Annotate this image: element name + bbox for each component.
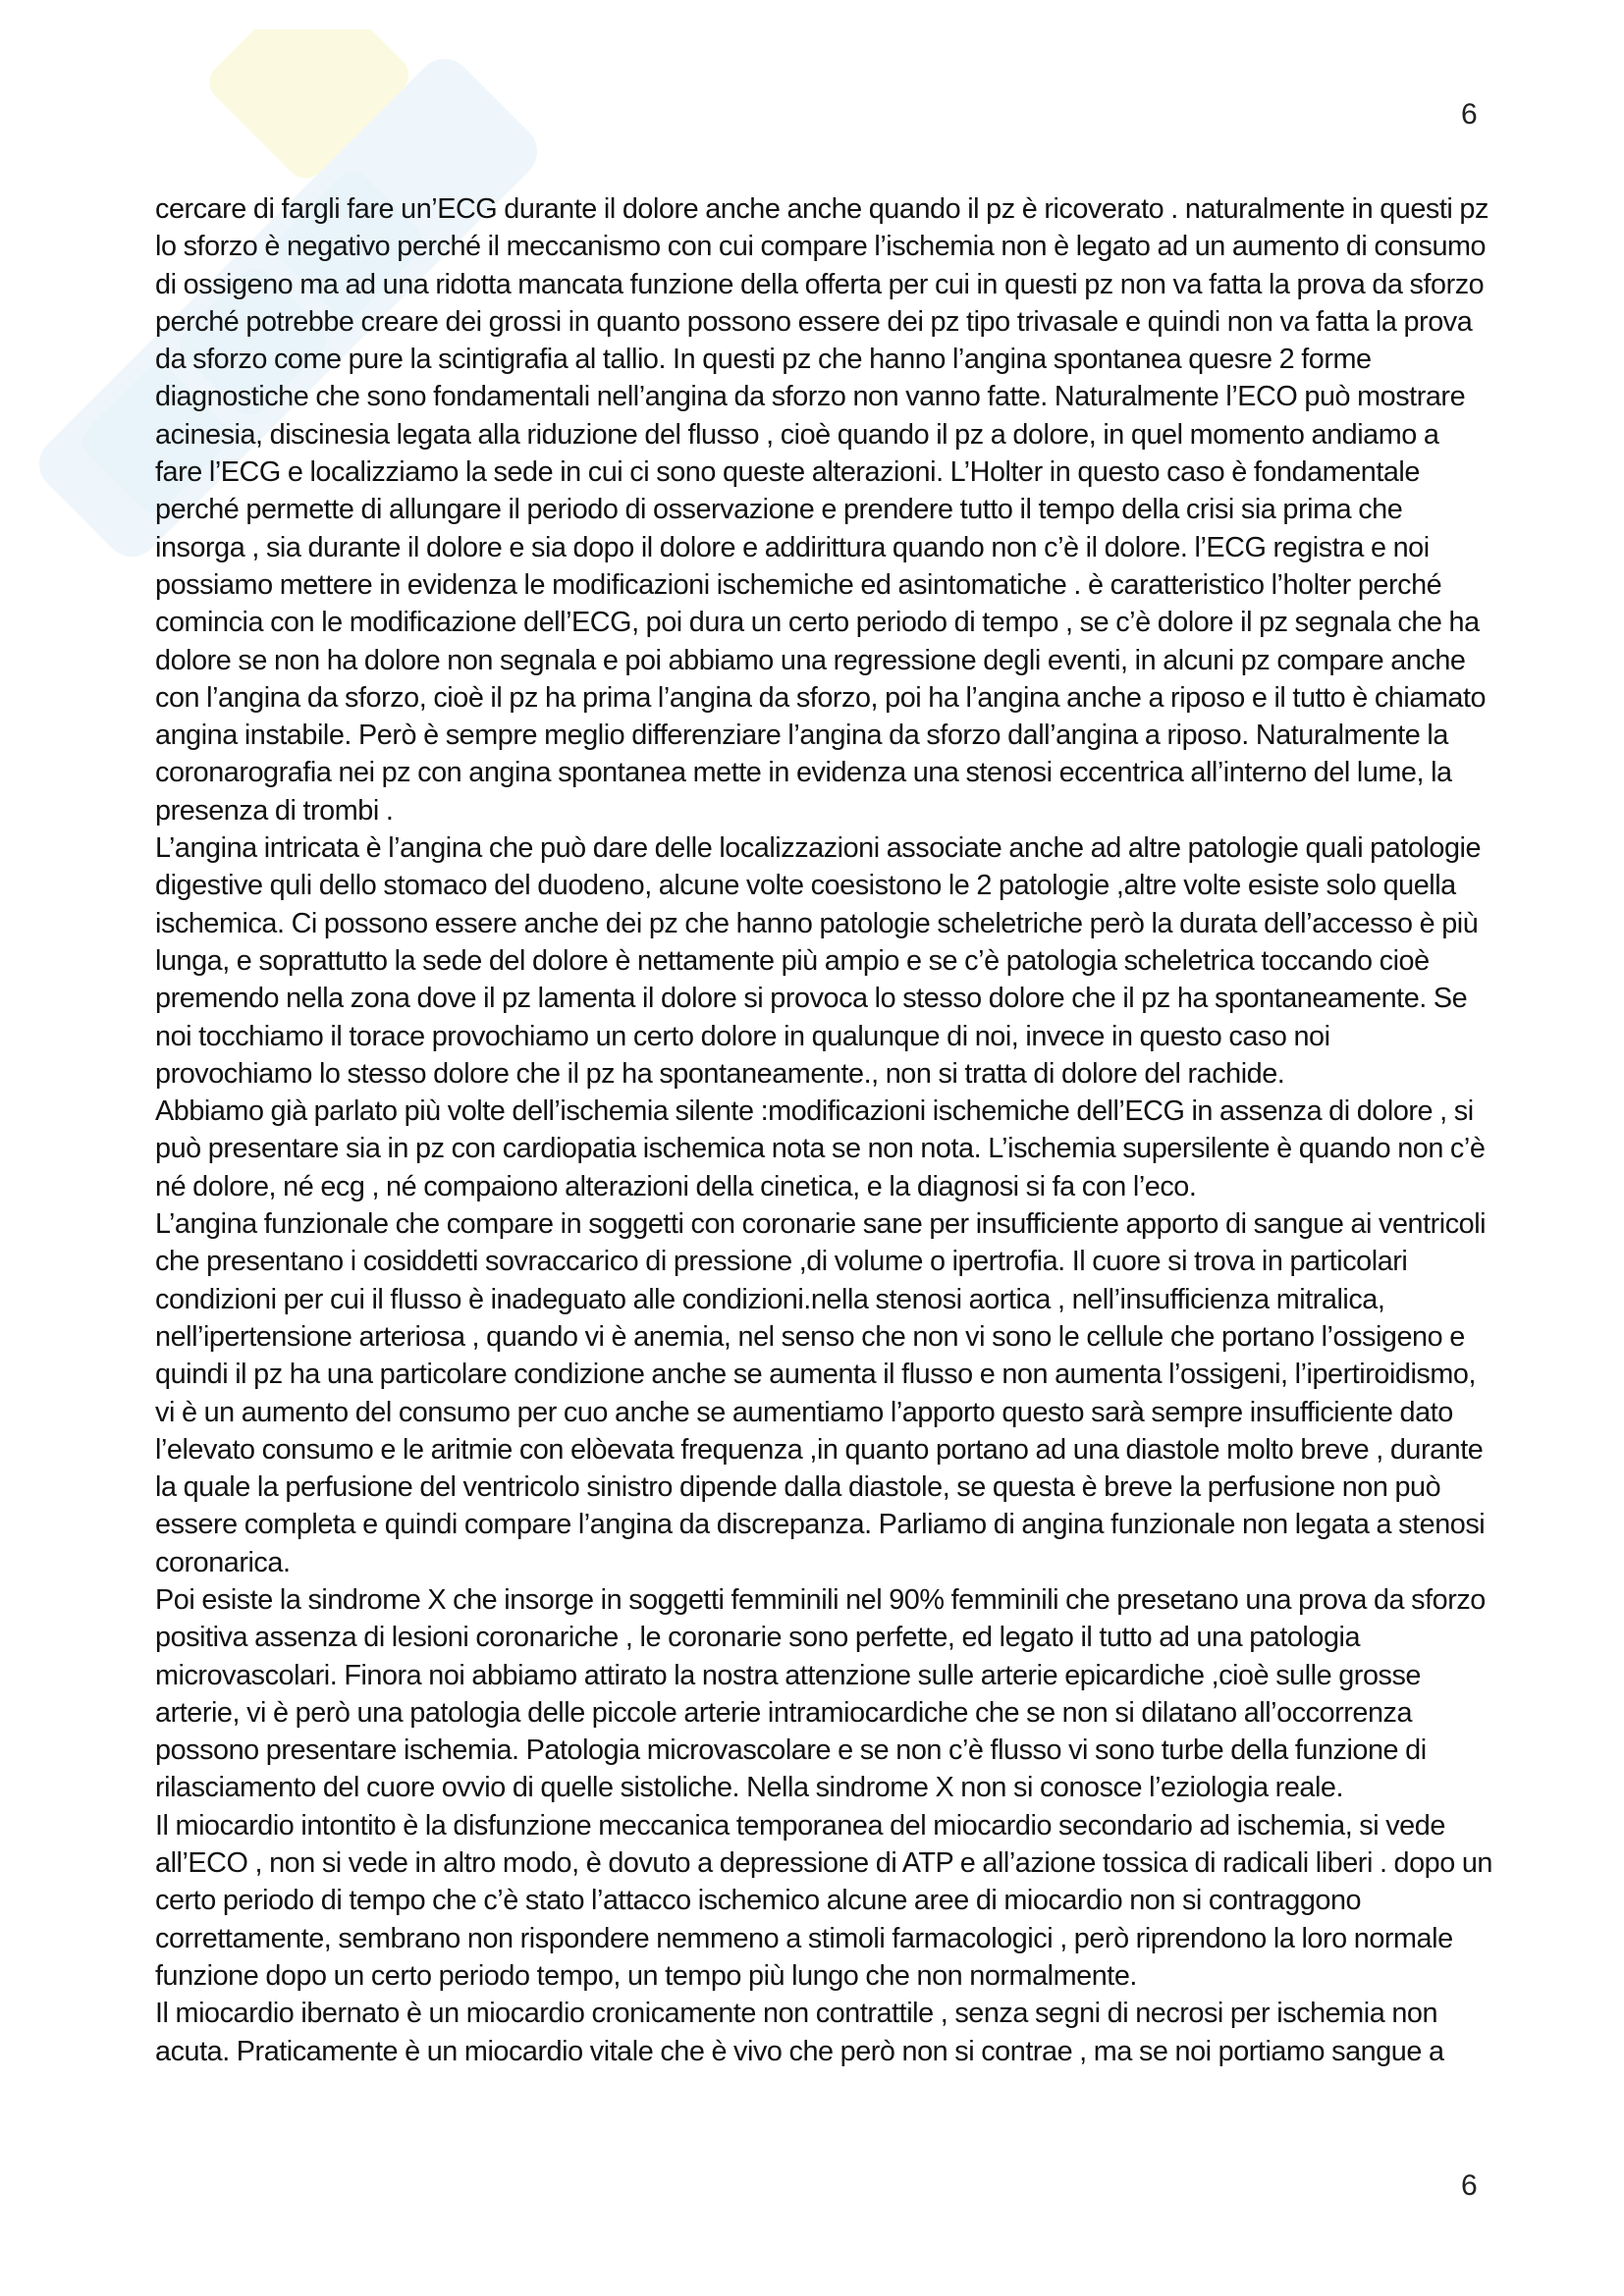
paragraph-ischemia-silente: Abbiamo già parlato più volte dell’ischemia silente :modificazioni ischemiche dell’ECG in assenza di dolore , si può presentare sia in pz con cardiopatia ischemica nota se non nota. L’ischemia supersilente è quando non c’è né dolore, né ecg , né compaiono alterazioni della cinetica, e la diagnosi si fa con l’eco. xyxy=(155,1095,1486,1202)
paragraph-miocardio-intontito: Il miocardio intontito è la disfunzione meccanica temporanea del miocardio secondario ad ischemia, si vede all’ECO , non si vede in altro modo, è dovuto a depressione di ATP e all’azione tossica di radicali liberi . dopo un certo periodo di tempo che c’è stato l’attacco ischemico alcune aree di miocardio non si contraggono correttamente, sembrano non rispondere nemmeno a stimoli farmacologici , però riprendono la loro normale funzione dopo un certo periodo tempo, un tempo più lungo che non normalmente. xyxy=(155,1809,1492,1992)
page-number-top: 6 xyxy=(1461,98,1478,131)
paragraph-angina-funzionale: L’angina funzionale che compare in soggetti con coronarie sane per insufficiente apporto di sangue ai ventricoli che presentano i cosiddetti sovraccarico di pressione ,di volume o ipertrofia. Il cuore si trova in particolari condizioni per cui il flusso è inadeguato alle condizioni.nella stenosi aortica , nell’insufficienza mitralica, nell’ipertensione arteriosa , quando vi è anemia, nel senso che non vi sono le cellule che portano l’ossigeno e quindi il pz ha una particolare condizione anche se aumenta il flusso e non aumenta l’ossigeni, l’ipertiroidismo, vi è un aumento del consumo per cuo anche se aumentiamo l’apporto questo sarà sempre insufficiente dato l’elevato consumo e le aritmie con elòevata frequenza ,in quanto portano ad una diastole molto breve , durante la quale la perfusione del ventricolo sinistro dipende dalla diastole, se questa è breve la perfusione non può essere completa e quindi compare l’angina da discrepanza. Parliamo di angina funzionale non legata a stenosi coronarica. xyxy=(155,1208,1487,1578)
paragraph-miocardio-ibernato: Il miocardio ibernato è un miocardio cronicamente non contrattile , senza segni di necrosi per ischemia non acuta. Praticamente è un miocardio vitale che è vivo che però non si contrae , ma se noi portiamo sangue a xyxy=(155,1998,1444,2067)
body-text xyxy=(155,190,1492,2070)
paragraph-angina-intricata: L’angina intricata è l’angina che può dare delle localizzazioni associate anche ad altre patologie quali patologie digestive quli dello stomaco del duodeno, alcune volte coesistono le 2 patologie ,altre volte esiste solo quella ischemica. Ci possono essere anche dei pz che hanno patologie scheletriche però la durata dell’accesso è più lunga, e soprattutto la sede del dolore è nettamente più ampio e se c’è patologia scheletrica toccando cioè premendo nella zona dove il pz lamenta il dolore si provoca lo stesso dolore che il pz ha spontaneamente. Se noi tocchiamo il torace provochiamo un certo dolore in qualunque di noi, invece in questo caso noi provochiamo lo stesso dolore che il pz ha spontaneamente., non si tratta di dolore del rachide. xyxy=(155,832,1482,1090)
paragraph-sindrome-x: Poi esiste la sindrome X che insorge in soggetti femminili nel 90% femminili che presetano una prova da sforzo positiva assenza di lesioni coronariche , le coronarie sono perfette, ed legato il tutto ad una patologia microvascolari. Finora noi abbiamo attirato la nostra attenzione sulle arterie epicardiche ,cioè sulle grosse arterie, vi è però una patologia delle piccole arterie intramiocardiche che se non si dilatano all’occorrenza possono presentare ischemia. Patologia microvascolare e se non c’è flusso vi sono turbe della funzione di rilasciamento del cuore ovvio di quelle sistoliche. Nella sindrome X non si conosce l’eziologia reale. xyxy=(155,1583,1486,1804)
page-number-bottom: 6 xyxy=(1461,2169,1478,2202)
paragraph-angina-spontanea: cercare di fargli fare un’ECG durante il dolore anche anche quando il pz è ricoverato . naturalmente in questi pz lo sforzo è negativo perché il meccanismo con cui compare l’ischemia non è legato ad un aumento di consumo di ossigeno ma ad una ridotta mancata funzione della offerta per cui in questi pz non va fatta la prova da sforzo perché potrebbe creare dei grossi in quanto possono essere dei pz tipo trivasale e quindi non va fatta la prova da sforzo come pure la scintigrafia al tallio. In questi pz che hanno l’angina spontanea quesre 2 forme diagnostiche che sono fondamentali nell’angina da sforzo non vanno fatte. Naturalmente l’ECO può mostrare acinesia, discinesia legata alla riduzione del flusso , cioè quando il pz a dolore, in quel momento andiamo a fare l’ECG e localizziamo la sede in cui ci sono queste alterazioni. L’Holter in questo caso è fondamentale perché permette di allungare il periodo di osservazione e prendere tutto il tempo della crisi sia prima che insorga , sia durante il dolore e sia dopo il dolore e addirittura quando non c’è il dolore. l’ECG registra e noi possiamo mettere in evidenza le modificazioni ischemiche ed asintomatiche . è caratteristico l’holter perché comincia con le modificazione dell’ECG, poi dura un certo periodo di tempo , se c’è dolore il pz segnala che ha dolore se non ha dolore non segnala e poi abbiamo una regressione degli eventi, in alcuni pz compare anche con l’angina da sforzo, cioè il pz ha prima l’angina da sforzo, poi ha l’angina anche a riposo e il tutto è chiamato angina instabile. Però è sempre meglio differenziare l’angina da sforzo dall’angina a riposo. Naturalmente la coronarografia nei pz con angina spontanea mette in evidenza una stenosi eccentrica all’interno del lume, la presenza di trombi . xyxy=(155,193,1489,827)
